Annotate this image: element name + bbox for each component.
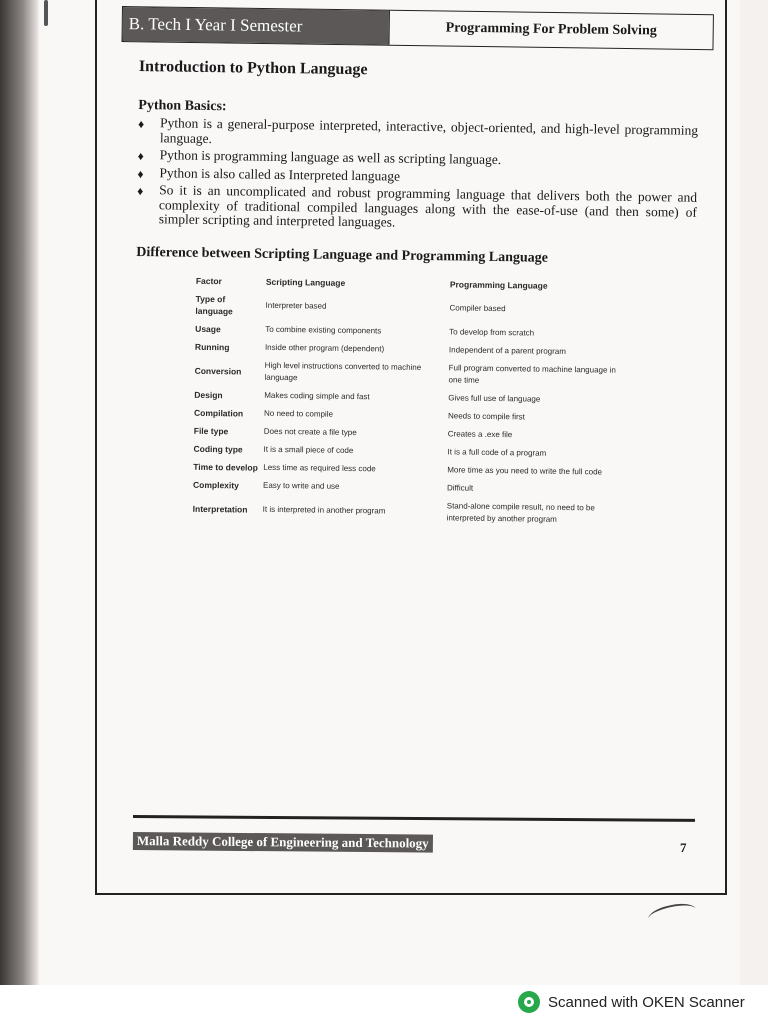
watermark-text: Scanned with OKEN Scanner — [548, 993, 745, 1011]
factor-cell: Conversion — [194, 365, 242, 376]
scripting-cell: It is a small piece of code — [263, 444, 354, 455]
comparison-table — [191, 271, 627, 529]
programming-cell: Stand-alone compile result, no need to be interpreted by another program — [446, 500, 595, 524]
factor-cell: Time to develop — [193, 461, 258, 473]
factor-cell: Usage — [195, 323, 221, 334]
bullet-item — [137, 183, 698, 234]
bullet-text: Python is programming language as well as scripting language. — [159, 147, 502, 168]
scripting-cell: Easy to write and use — [262, 480, 340, 491]
basics-bullet-list — [137, 116, 698, 234]
scripting-cell: No need to compile — [263, 408, 334, 419]
factor-cell: File type — [193, 425, 229, 436]
column-header-factor: Factor — [195, 275, 222, 286]
bullet-text: Python is a general-purpose interpreted, interactive, object-oriented, and high-level programming language. — [159, 115, 699, 146]
factor-cell: Design — [194, 389, 223, 400]
column-header-scripting: Scripting Language — [265, 276, 346, 288]
programming-cell: More time as you need to write the full code — [447, 464, 603, 477]
scripting-cell: Interpreter based — [265, 300, 327, 311]
scripting-cell: High level instructions converted to machine language — [264, 360, 422, 382]
factor-cell: Coding type — [193, 443, 243, 454]
scanner-watermark — [518, 990, 745, 1014]
page-number: 7 — [680, 840, 687, 855]
scripting-cell: Less time as required less code — [263, 462, 376, 473]
factor-cell: Compilation — [193, 407, 244, 418]
bullet-icon: ♦ — [137, 166, 144, 181]
programming-cell: Compiler based — [449, 302, 506, 313]
column-header-programming: Programming Language — [449, 278, 548, 291]
page-title: Introduction to Python Language — [138, 58, 368, 79]
programming-cell: Creates a .exe file — [447, 428, 513, 439]
staple-mark — [44, 0, 48, 26]
factor-cell: Complexity — [192, 479, 239, 490]
programming-cell: It is a full code of a program — [447, 446, 547, 458]
basics-heading: Python Basics: — [138, 97, 227, 115]
programming-cell: Gives full use of language — [448, 392, 541, 404]
table-row — [191, 493, 624, 529]
scripting-cell: Does not create a file type — [263, 426, 357, 437]
footer-college-name: Malla Reddy College of Engineering and Technology — [133, 832, 433, 853]
programming-cell: Full program converted to machine language in one time — [448, 362, 616, 385]
bullet-icon: ♦ — [137, 116, 145, 132]
scripting-cell: Makes coding simple and fast — [264, 390, 370, 401]
programming-cell: Difficult — [446, 482, 474, 493]
programming-cell: Independent of a parent program — [448, 344, 566, 356]
oken-scanner-logo-icon — [518, 991, 540, 1013]
bullet-text: So it is an uncomplicated and robust programming language that delivers both the power and complexity of traditional compiled languages along with the ease-of-use (and then some) of simpler scripting and interpreted languages. — [158, 182, 698, 230]
programming-cell: To develop from scratch — [449, 326, 535, 338]
bullet-icon: ♦ — [137, 183, 144, 199]
header-subject-label: Programming For Problem Solving — [388, 11, 712, 50]
scripting-cell: Inside other program (dependent) — [264, 342, 385, 353]
header-semester-label: B. Tech I Year I Semester — [123, 7, 389, 45]
bullet-text: Python is also called as Interpreted language — [159, 164, 401, 184]
factor-cell: Type of language — [195, 293, 233, 316]
scripting-cell: To combine existing components — [265, 324, 382, 335]
page-content — [133, 58, 699, 530]
bullet-icon: ♦ — [137, 148, 144, 164]
factor-cell: Interpretation — [192, 503, 248, 515]
factor-cell: Running — [194, 341, 230, 352]
scripting-cell: It is interpreted in another program — [262, 504, 386, 515]
scan-edge-shadow — [0, 0, 38, 985]
difference-heading: Difference between Scripting Language and Programming Language — [136, 244, 549, 266]
programming-cell: Needs to compile first — [447, 410, 526, 421]
